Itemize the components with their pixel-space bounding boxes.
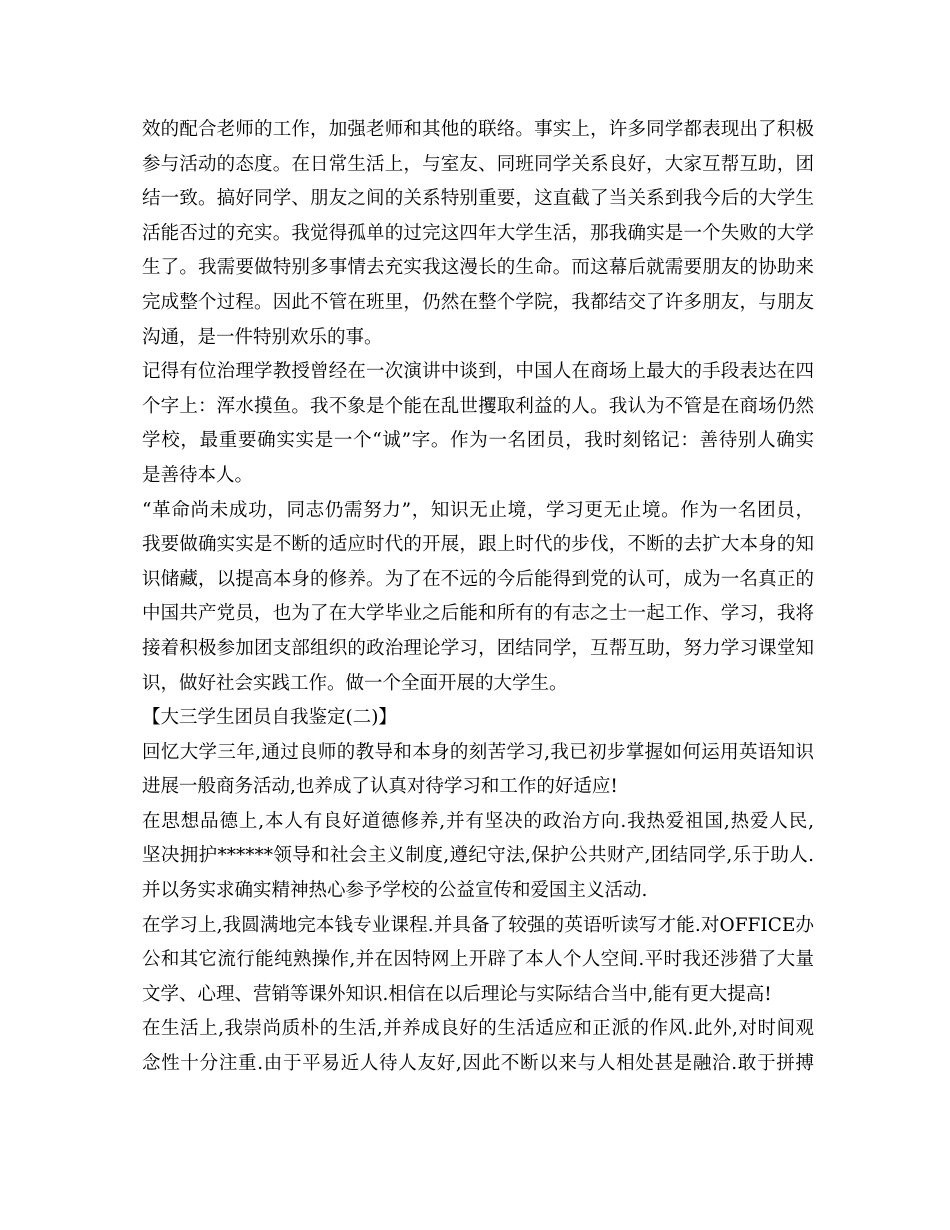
- text-line: 记得有位治理学教授曾经在一次演讲中谈到，中国人在商场上最大的手段表达在四: [142, 361, 814, 383]
- text-line: 并以务实求确实精神热心参予学校的公益宣传和爱国主义活动.: [142, 880, 648, 902]
- text-line: 学校，最重要确实实是一个“诚”字。作为一名团员，我时刻铭记：善待别人确实: [142, 430, 814, 452]
- text-line: 在生活上,我崇尚质朴的生活,并养成良好的生活适应和正派的作风.此外,对时间观: [142, 1018, 814, 1040]
- text-line: 进展一般商务活动,也养成了认真对待学习和工作的好适应!: [142, 776, 618, 798]
- text-line: 活能否过的充实。我觉得孤单的过完这四年大学生活，那我确实是一个失败的大学: [142, 222, 814, 244]
- text-line: 完成整个过程。因此不管在班里，仍然在整个学院，我都结交了许多朋友，与朋友: [142, 291, 814, 313]
- document-body: [142, 113, 814, 1082]
- text-line: 是善待本人。: [142, 464, 254, 486]
- text-line: 参与活动的态度。在日常生活上，与室友、同班同学关系良好，大家互帮互助，团: [142, 153, 814, 175]
- text-line: 我要做确实实是不断的适应时代的开展，跟上时代的步伐，不断的去扩大本身的知: [142, 534, 814, 556]
- text-line: 生了。我需要做特别多事情去充实我这漫长的生命。而这幕后就需要朋友的协助来: [142, 257, 814, 279]
- text-line: 坚决拥护******领导和社会主义制度,遵纪守法,保护公共财产,团结同学,乐于助人.: [142, 845, 814, 867]
- text-line: 文学、心理、营销等课外知识.相信在以后理论与实际结合当中,能有更大提高!: [142, 983, 772, 1005]
- text-line: 接着积极参加团支部组织的政治理论学习，团结同学，互帮互助，努力学习课堂知: [142, 637, 814, 659]
- text-line: “革命尚未成功，同志仍需努力”，知识无止境，学习更无止境。作为一名团员，: [142, 499, 814, 521]
- text-line: 识，做好社会实践工作。做一个全面开展的大学生。: [142, 672, 568, 694]
- text-line: 公和其它流行能纯熟操作,并在因特网上开辟了本人个人空间.平时我还涉猎了大量: [142, 949, 814, 971]
- text-line: 回忆大学三年,通过良师的教导和本身的刻苦学习,我已初步掌握如何运用英语知识: [142, 741, 814, 763]
- text-line: 识储藏，以提高本身的修养。为了在不远的今后能得到党的认可，成为一名真正的: [142, 568, 814, 590]
- text-line: 效的配合老师的工作，加强老师和其他的联络。事实上，许多同学都表现出了积极: [142, 119, 814, 140]
- text-line: 沟通，是一件特别欢乐的事。: [142, 326, 383, 348]
- text-line: 念性十分注重.由于平易近人待人友好,因此不断以来与人相处甚是融洽.敢于拼搏: [142, 1053, 814, 1075]
- section-heading: 【大三学生团员自我鉴定(二)】: [142, 707, 397, 729]
- text-line: 在学习上,我圆满地完本钱专业课程.并具备了较强的英语听读写才能.对OFFICE办: [142, 914, 814, 936]
- text-line: 中国共产党员，也为了在大学毕业之后能和所有的有志之士一起工作、学习，我将: [142, 603, 814, 625]
- text-line: 结一致。搞好同学、朋友之间的关系特别重要，这直截了当关系到我今后的大学生: [142, 188, 814, 210]
- text-line: 个字上：浑水摸鱼。我不象是个能在乱世攫取利益的人。我认为不管是在商场仍然: [142, 395, 814, 417]
- text-line: 在思想品德上,本人有良好道德修养,并有坚决的政治方向.我热爱祖国,热爱人民,: [142, 810, 814, 832]
